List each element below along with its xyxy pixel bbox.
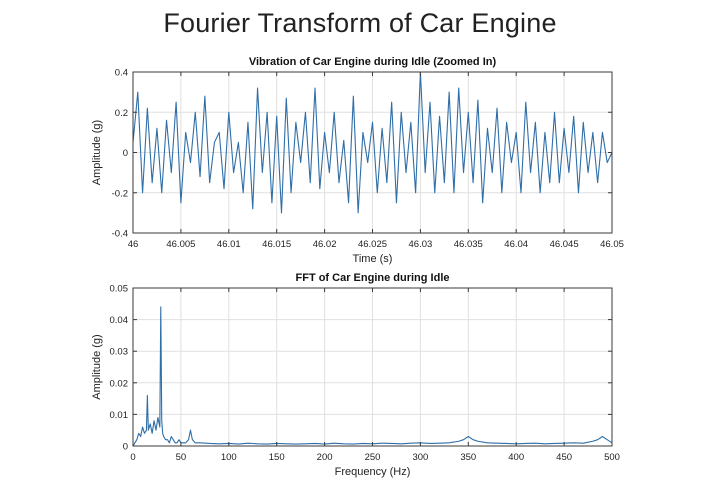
- chart1-data-point: [549, 182, 550, 183]
- chart2-data-point: [169, 442, 170, 443]
- chart1-data-point: [415, 192, 416, 193]
- chart2-x-tick-label: 450: [556, 452, 573, 463]
- chart2-data-point: [602, 436, 603, 437]
- chart1-data-point: [496, 108, 497, 109]
- chart2-data-point: [597, 439, 598, 440]
- chart1-data-point: [372, 122, 373, 123]
- chart2-data-point: [506, 443, 507, 444]
- chart1-data-point: [161, 192, 162, 193]
- chart2-data-point: [160, 306, 161, 307]
- chart1-data-point: [482, 202, 483, 203]
- chart2-data-point: [391, 443, 392, 444]
- chart1-data-point: [286, 98, 287, 99]
- chart1-data-point: [142, 192, 143, 193]
- chart1-data-point: [401, 112, 402, 113]
- chart2-data-point: [162, 433, 163, 434]
- chart2-data-point: [472, 439, 473, 440]
- chart2-y-axis-label: Amplitude (g): [91, 334, 103, 400]
- chart1-data-point: [353, 96, 354, 97]
- chart1-data-point: [137, 92, 138, 93]
- chart1-y-tick-label: 0: [122, 148, 128, 159]
- chart1-x-tick-label: 46.035: [453, 239, 483, 250]
- chart2-data-point: [257, 443, 258, 444]
- chart2-data-point: [155, 430, 156, 431]
- chart2-y-tick-label: 0.05: [109, 283, 128, 295]
- chart1-data-point: [257, 88, 258, 89]
- chart1-data-point: [501, 192, 502, 193]
- chart1-x-tick-label: 46: [127, 239, 139, 250]
- chart1-data-point: [276, 116, 277, 117]
- chart2-y-tick-label: 0.01: [109, 409, 128, 421]
- chart1-data-point: [535, 122, 536, 123]
- chart1-y-tick-label: -0.4: [111, 228, 128, 240]
- chart1-x-tick-label: 46.03: [408, 239, 433, 250]
- chart1-data-point: [506, 122, 507, 123]
- chart1-data-point: [319, 188, 320, 189]
- chart1-data-point: [597, 182, 598, 183]
- chart2-data-point: [195, 442, 196, 443]
- chart2-data-point: [592, 441, 593, 442]
- chart2-data-point: [525, 443, 526, 444]
- chart1-data-point: [391, 102, 392, 103]
- chart1-data-point: [190, 162, 191, 163]
- chart1-title: Vibration of Car Engine during Idle (Zoomed In): [248, 56, 497, 68]
- chart2-data-point: [381, 443, 382, 444]
- chart2-y-tick-label: 0.03: [109, 346, 128, 358]
- chart2-data-point: [175, 442, 176, 443]
- chart1-data-point: [434, 192, 435, 193]
- chart2-data-point: [496, 443, 497, 444]
- chart2-data-point: [219, 443, 220, 444]
- chart2-data-point: [458, 441, 459, 442]
- chart1-x-tick-label: 46.025: [357, 239, 388, 250]
- chart1-data-point: [252, 208, 253, 209]
- chart2-data-point: [157, 417, 158, 418]
- chart1-data-point: [147, 108, 148, 109]
- chart1-data-point: [243, 192, 244, 193]
- chart2-data-point: [247, 443, 248, 444]
- chart2-data-point: [487, 442, 488, 443]
- chart2-y-tick-label: 0.04: [109, 315, 128, 327]
- chart2-data-point: [544, 443, 545, 444]
- chart2-data-point: [152, 433, 153, 434]
- chart2-data-point: [161, 420, 162, 421]
- chart1-data-point: [267, 112, 268, 113]
- chart1-data-point: [334, 112, 335, 113]
- chart1-data-point: [492, 172, 493, 173]
- chart2-data-point: [173, 439, 174, 440]
- chart1-data-point: [180, 202, 181, 203]
- chart2-data-point: [343, 443, 344, 444]
- chart1-data-point: [171, 172, 172, 173]
- chart1-data-point: [453, 192, 454, 193]
- chart1-data-point: [300, 162, 301, 163]
- chart1-x-tick-label: 46.05: [600, 239, 624, 250]
- chart2-data-point: [148, 430, 149, 431]
- chart2-data-point: [140, 436, 141, 437]
- chart2-data-point: [449, 442, 450, 443]
- chart2-x-tick-label: 400: [508, 452, 525, 463]
- chart2-data-point: [163, 436, 164, 437]
- chart2-data-point: [401, 443, 402, 444]
- chart1-data-point: [540, 192, 541, 193]
- chart2-data-point: [185, 442, 186, 443]
- chart2-data-point: [199, 442, 200, 443]
- chart1-data-point: [233, 172, 234, 173]
- chart1-data-point: [573, 116, 574, 117]
- chart2-data-point: [142, 426, 143, 427]
- chart2-data-point: [190, 430, 191, 431]
- chart1-data-point: [338, 182, 339, 183]
- chart1-data-point: [568, 172, 569, 173]
- chart2-data-point: [144, 433, 145, 434]
- chart2-data-point: [153, 420, 154, 421]
- chart1-data-point: [295, 122, 296, 123]
- chart2-data-point: [178, 439, 179, 440]
- chart2-x-tick-label: 350: [460, 452, 477, 463]
- chart1-data-point: [583, 122, 584, 123]
- chart1-data-point: [329, 172, 330, 173]
- chart2-data-point: [171, 436, 172, 437]
- chart1-data-point: [343, 140, 344, 141]
- chart2-data-point: [295, 444, 296, 445]
- chart1-data-point: [520, 192, 521, 193]
- chart2-data-point: [353, 444, 354, 445]
- chart1-data-point: [358, 212, 359, 213]
- chart2-data-point: [439, 443, 440, 444]
- chart1-data-point: [592, 132, 593, 133]
- chart1-data-point: [152, 182, 153, 183]
- chart1-data-point: [530, 172, 531, 173]
- chart1-y-tick-label: -0.2: [111, 188, 128, 200]
- chart1-data-point: [281, 212, 282, 213]
- chart1-data-point: [444, 182, 445, 183]
- chart1-data-point: [166, 120, 167, 121]
- chart1-x-tick-label: 46.045: [549, 239, 579, 250]
- chart1-data-point: [425, 172, 426, 173]
- chart2-x-tick-label: 250: [364, 452, 381, 463]
- chart2-data-point: [146, 430, 147, 431]
- chart1-x-tick-label: 46.04: [504, 239, 529, 250]
- chart2-x-axis-label: Frequency (Hz): [334, 466, 411, 478]
- chart1-data-point: [458, 88, 459, 89]
- chart2-data-point: [176, 442, 177, 443]
- chart2-x-tick-label: 100: [220, 452, 237, 463]
- chart2-data-point: [165, 439, 166, 440]
- chart2-x-tick-label: 50: [175, 452, 187, 463]
- chart1-data-point: [602, 132, 603, 133]
- chart2-data-point: [138, 433, 139, 434]
- chart2-y-tick-label: 0.02: [109, 378, 128, 390]
- chart2-data-point: [147, 395, 148, 396]
- chart1-data-point: [247, 122, 248, 123]
- chart2-data-point: [535, 443, 536, 444]
- chart1-x-tick-label: 46.01: [216, 239, 241, 250]
- chart2-y-tick-label: 0: [122, 441, 128, 453]
- chart1-data-point: [305, 112, 306, 113]
- chart1-data-point: [314, 88, 315, 89]
- chart1-data-point: [199, 176, 200, 177]
- chart1-data-point: [381, 128, 382, 129]
- chart2-data-point: [334, 443, 335, 444]
- chart1-data-point: [156, 128, 157, 129]
- chart2-x-tick-label: 200: [316, 452, 333, 463]
- chart1-data-point: [271, 202, 272, 203]
- chart1-data-point: [544, 132, 545, 133]
- chart1-data-point: [410, 122, 411, 123]
- chart1-x-axis-label: Time (s): [352, 253, 393, 265]
- chart1-data-point: [477, 100, 478, 101]
- chart1-data-point: [377, 192, 378, 193]
- chart2-data-point: [362, 443, 363, 444]
- chart1-data-point: [185, 132, 186, 133]
- chart1-data-point: [262, 172, 263, 173]
- chart1-data-point: [324, 132, 325, 133]
- chart2-title: FFT of Car Engine during Idle: [295, 272, 450, 284]
- chart2-x-tick-label: 150: [268, 452, 285, 463]
- chart1-data-point: [525, 102, 526, 103]
- chart1-data-point: [587, 172, 588, 173]
- chart1-data-point: [386, 182, 387, 183]
- chart2-data-point: [188, 439, 189, 440]
- chart2-data-point: [573, 442, 574, 443]
- chart2-data-point: [136, 439, 137, 440]
- chart1-data-point: [487, 128, 488, 129]
- chart2-data-point: [554, 443, 555, 444]
- chart1-data-point: [348, 202, 349, 203]
- chart2-x-tick-label: 0: [130, 452, 136, 463]
- chart1-data-point: [607, 162, 608, 163]
- chart2-data-point: [159, 426, 160, 427]
- chart1-data-point: [468, 112, 469, 113]
- chart2-data-point: [410, 443, 411, 444]
- chart1-data-point: [209, 182, 210, 183]
- chart1-data-point: [195, 112, 196, 113]
- chart1-data-point: [204, 96, 205, 97]
- chart1-data-point: [559, 182, 560, 183]
- chart1-x-tick-label: 46.005: [166, 239, 196, 250]
- chart2-data-point: [305, 443, 306, 444]
- chart1-data-point: [516, 132, 517, 133]
- chart2-x-tick-label: 300: [412, 452, 429, 463]
- chart2-data-point: [267, 444, 268, 445]
- chart1-data-point: [564, 128, 565, 129]
- chart1-data-point: [439, 116, 440, 117]
- page-title: Fourier Transform of Car Engine: [163, 8, 557, 38]
- chart2-data-point: [150, 423, 151, 424]
- chart1-data-point: [554, 112, 555, 113]
- chart2-data-point: [134, 442, 135, 443]
- chart2-x-tick-label: 500: [604, 452, 620, 463]
- chart1-data-point: [362, 132, 363, 133]
- chart1-y-tick-label: 0.4: [114, 67, 128, 79]
- chart1-data-point: [429, 102, 430, 103]
- chart2-data-point: [463, 439, 464, 440]
- chart1-data-point: [511, 162, 512, 163]
- chart1-y-axis-label: Amplitude (g): [91, 119, 103, 186]
- chart1-y-tick-label: 0.2: [114, 107, 128, 119]
- chart2-data-point: [192, 439, 193, 440]
- chart1-x-tick-label: 46.02: [312, 239, 337, 250]
- chart1-data-point: [223, 188, 224, 189]
- chart1-data-point: [214, 142, 215, 143]
- chart1-data-point: [396, 202, 397, 203]
- chart2-data-point: [429, 443, 430, 444]
- chart1-data-point: [238, 142, 239, 143]
- chart1-data-point: [228, 112, 229, 113]
- chart1-data-point: [176, 102, 177, 103]
- chart1-data-point: [472, 182, 473, 183]
- chart2-data-point: [477, 441, 478, 442]
- chart2-data-point: [583, 443, 584, 444]
- chart2-data-point: [209, 443, 210, 444]
- chart2-data-point: [238, 444, 239, 445]
- chart2-data-point: [286, 443, 287, 444]
- chart1-x-tick-label: 46.015: [262, 239, 292, 250]
- chart1-data-point: [310, 182, 311, 183]
- chart1-data-point: [219, 132, 220, 133]
- chart1-data-point: [405, 172, 406, 173]
- chart2-data-point: [468, 436, 469, 437]
- chart1-data-point: [463, 172, 464, 173]
- chart1-data-point: [449, 92, 450, 93]
- chart1-data-point: [367, 162, 368, 163]
- chart2-data-point: [607, 439, 608, 440]
- chart1-data-point: [290, 192, 291, 193]
- chart1-data-point: [578, 192, 579, 193]
- chart2-data-point: [167, 439, 168, 440]
- chart2-data-point: [314, 443, 315, 444]
